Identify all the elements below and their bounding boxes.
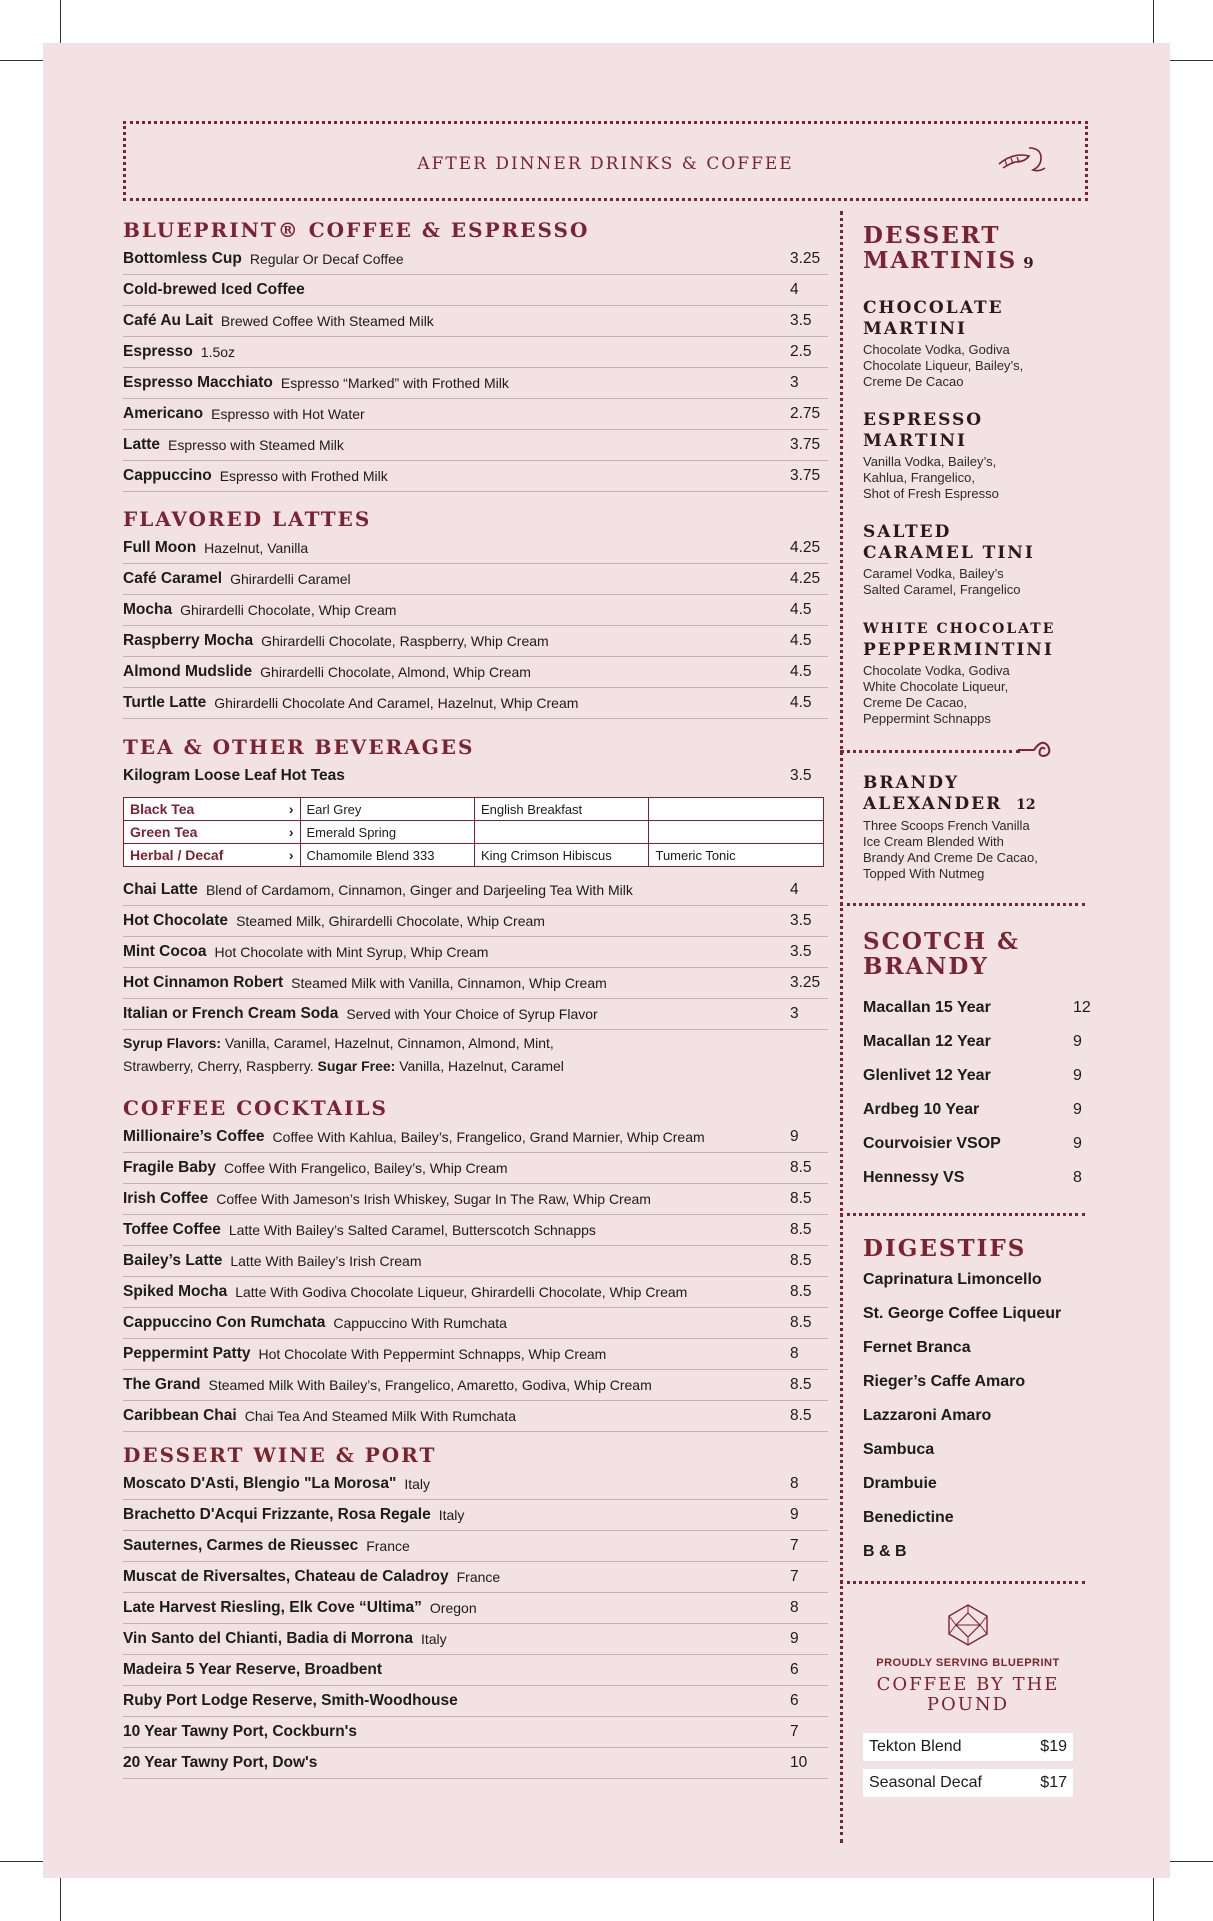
item-price: 8 xyxy=(1073,1169,1082,1186)
item-price: 3.75 xyxy=(790,436,821,453)
description-line: Topped With Nutmeg xyxy=(863,866,985,881)
item-price: 8 xyxy=(790,1345,799,1362)
menu-item xyxy=(123,1686,828,1717)
menu-item xyxy=(863,991,1103,1025)
section-divider xyxy=(840,903,1085,906)
description-line: Salted Caramel, Frangelico xyxy=(863,582,1021,597)
title-line: POUND xyxy=(926,1694,1010,1715)
item-price: 8.5 xyxy=(790,1283,812,1300)
item-description: Italy xyxy=(404,1476,430,1492)
item-name: Chai Latte xyxy=(123,881,198,898)
description-line: Ice Cream Blended With xyxy=(863,834,1004,849)
section-divider xyxy=(840,1581,1085,1584)
item-name: Muscat de Riversaltes, Chateau de Caladroy xyxy=(123,1568,449,1585)
item-description: 1.5oz xyxy=(200,344,236,360)
tea-table xyxy=(123,797,824,867)
drink-description xyxy=(863,342,1103,390)
item-description: Cappuccino With Rumchata xyxy=(333,1315,507,1331)
item-name: Tekton Blend xyxy=(869,1738,962,1755)
sugar-free-label: Sugar Free: xyxy=(317,1058,396,1074)
item-price: 12 xyxy=(1073,999,1091,1016)
tea-variety xyxy=(649,798,824,821)
item-price: $19 xyxy=(1040,1738,1067,1755)
title-line: DESSERT xyxy=(863,222,1001,249)
menu-item xyxy=(123,1593,828,1624)
item-price: 3 xyxy=(790,1005,799,1022)
chevron-right-icon: › xyxy=(288,824,294,840)
menu-item xyxy=(123,1748,828,1779)
item-price: 4.25 xyxy=(790,570,821,587)
menu-page xyxy=(43,43,1170,1878)
menu-item xyxy=(123,688,828,719)
item-price: 4.5 xyxy=(790,663,812,680)
menu-item xyxy=(123,244,828,275)
menu-item xyxy=(123,968,828,999)
section-price: 9 xyxy=(1023,254,1034,272)
item-description: Steamed Milk, Ghirardelli Chocolate, Whip Cream xyxy=(236,913,545,929)
item-name: 10 Year Tawny Port, Cockburn's xyxy=(123,1723,357,1740)
description-line: Chocolate Liqueur, Bailey’s, xyxy=(863,358,1024,373)
menu-item xyxy=(123,533,828,564)
item-price: 9 xyxy=(790,1630,799,1647)
item-price: 4.5 xyxy=(790,632,812,649)
martini-item xyxy=(863,618,1103,727)
item-name: Courvoisier VSOP xyxy=(863,1135,1001,1152)
item-price: 10 xyxy=(790,1754,808,1771)
description-line: Chocolate Vodka, Godiva xyxy=(863,342,1010,357)
item-description: Latte With Bailey’s Irish Cream xyxy=(230,1253,422,1269)
syrup-text: Vanilla, Caramel, Hazelnut, Cinnamon, Almond, Mint, xyxy=(224,1035,554,1051)
page-title: AFTER DINNER DRINKS & COFFEE xyxy=(417,154,794,174)
item-description: Served with Your Choice of Syrup Flavor xyxy=(346,1006,598,1022)
item-name: Latte xyxy=(123,436,161,453)
swirl-ornament-icon xyxy=(1018,736,1052,766)
item-name: Raspberry Mocha xyxy=(123,632,254,649)
menu-item xyxy=(123,937,828,968)
item-name: Madeira 5 Year Reserve, Broadbent xyxy=(123,1661,383,1678)
menu-item xyxy=(123,1153,828,1184)
crop-mark xyxy=(1167,60,1213,61)
item-name: Hot Chocolate xyxy=(123,912,229,929)
item-description: Ghirardelli Chocolate, Almond, Whip Cream xyxy=(260,664,531,680)
title-line: BRANDY xyxy=(863,953,989,980)
item-description: Latte With Godiva Chocolate Liqueur, Ghirardelli Chocolate, Whip Cream xyxy=(235,1284,688,1300)
item-name: Ruby Port Lodge Reserve, Smith-Woodhouse xyxy=(123,1692,458,1709)
description-line: Caramel Vodka, Bailey’s xyxy=(863,566,1004,581)
item-price: 4.25 xyxy=(790,539,821,556)
item-price: 8.5 xyxy=(790,1221,812,1238)
item-price: 7 xyxy=(790,1723,799,1740)
geometric-logo-icon xyxy=(945,1603,991,1647)
item-name: Kilogram Loose Leaf Hot Teas xyxy=(123,767,345,784)
item-name: Café Au Lait xyxy=(123,312,213,329)
drink-name xyxy=(863,618,1103,661)
menu-item: Sambuca xyxy=(863,1441,935,1458)
item-name: Toffee Coffee xyxy=(123,1221,221,1238)
drink-name xyxy=(863,522,1103,564)
menu-item xyxy=(123,999,828,1030)
drink-price: 12 xyxy=(1016,797,1036,813)
tea-category xyxy=(124,844,301,867)
item-description: Regular Or Decaf Coffee xyxy=(249,251,404,267)
item-name: Peppermint Patty xyxy=(123,1345,251,1362)
description-line: Chocolate Vodka, Godiva xyxy=(863,663,1010,678)
tea-variety: King Crimson Hibiscus xyxy=(475,844,649,867)
drink-name-line: BRANDY xyxy=(863,773,960,793)
item-name: Glenlivet 12 Year xyxy=(863,1067,991,1084)
menu-item xyxy=(123,657,828,688)
crop-mark xyxy=(0,1861,46,1862)
tea-category-label: Green Tea xyxy=(130,824,198,840)
item-description: Oregon xyxy=(429,1600,477,1616)
section-title: FLAVORED LATTES xyxy=(123,507,372,531)
item-description: Blend of Cardamom, Cinnamon, Ginger and Darjeeling Tea With Milk xyxy=(205,882,633,898)
drink-name-line: SALTED xyxy=(863,522,952,542)
item-description: Italy xyxy=(420,1631,447,1647)
item-price: 2.5 xyxy=(790,343,812,360)
menu-item: Drambuie xyxy=(863,1475,937,1492)
menu-item xyxy=(123,564,828,595)
crop-mark xyxy=(0,60,46,61)
section-title: TEA & OTHER BEVERAGES xyxy=(123,735,475,759)
item-name: Espresso xyxy=(123,343,193,360)
item-price: 8 xyxy=(790,1599,799,1616)
menu-item xyxy=(863,1161,1103,1195)
menu-item xyxy=(123,1624,828,1655)
menu-item xyxy=(123,275,828,306)
item-price: 9 xyxy=(790,1506,799,1523)
item-description: Steamed Milk with Vanilla, Cinnamon, Whip Cream xyxy=(291,975,607,991)
crop-mark xyxy=(1167,1861,1213,1862)
menu-item xyxy=(123,1655,828,1686)
drink-name-line: ESPRESSO xyxy=(863,410,984,430)
item-name: Sauternes, Carmes de Rieussec xyxy=(123,1537,359,1554)
menu-item: Caprinatura Limoncello xyxy=(863,1271,1042,1288)
sugar-free-text: Vanilla, Hazelnut, Caramel xyxy=(399,1058,564,1074)
tea-table-row xyxy=(124,844,824,867)
item-description: Chai Tea And Steamed Milk With Rumchata xyxy=(244,1408,517,1424)
menu-item xyxy=(123,1370,828,1401)
title-line: MARTINIS xyxy=(863,247,1018,274)
item-description: Espresso with Hot Water xyxy=(211,406,365,422)
menu-item xyxy=(123,368,828,399)
item-description: Coffee With Jameson’s Irish Whiskey, Sugar In The Raw, Whip Cream xyxy=(216,1191,651,1207)
item-name: Moscato D'Asti, Blengio "La Morosa" xyxy=(123,1475,397,1492)
tea-table-row xyxy=(124,798,824,821)
item-price: 7 xyxy=(790,1568,799,1585)
item-name: Macallan 15 Year xyxy=(863,999,991,1016)
tea-variety: Tumeric Tonic xyxy=(649,844,824,867)
menu-item: Benedictine xyxy=(863,1509,954,1526)
syrup-flavors xyxy=(123,1032,828,1078)
menu-item xyxy=(863,1025,1103,1059)
tagline: PROUDLY SERVING BLUEPRINT xyxy=(876,1657,1060,1669)
item-description: France xyxy=(456,1569,501,1585)
drink-description xyxy=(863,818,1103,882)
menu-item xyxy=(123,1308,828,1339)
tea-category xyxy=(124,798,301,821)
menu-item xyxy=(123,1717,828,1748)
item-price: 4 xyxy=(790,281,799,298)
drink-name xyxy=(863,410,1103,452)
menu-item xyxy=(123,626,828,657)
item-description: Espresso with Steamed Milk xyxy=(168,437,344,453)
item-name: Seasonal Decaf xyxy=(869,1774,982,1791)
item-price: 9 xyxy=(1073,1033,1082,1050)
tea-category-label: Black Tea xyxy=(130,801,195,817)
menu-item xyxy=(123,1500,828,1531)
item-price: 9 xyxy=(1073,1101,1082,1118)
menu-item xyxy=(123,595,828,626)
tea-variety: Emerald Spring xyxy=(300,821,474,844)
menu-item: Fernet Branca xyxy=(863,1339,971,1356)
item-price: 3.25 xyxy=(790,250,821,267)
martini-item xyxy=(863,298,1103,390)
item-name: Mint Cocoa xyxy=(123,943,207,960)
item-price: 3 xyxy=(790,374,799,391)
item-price: 8.5 xyxy=(790,1376,812,1393)
drink-name-line: WHITE CHOCOLATE xyxy=(863,621,1056,637)
item-description: Latte With Bailey’s Salted Caramel, Butterscotch Schnapps xyxy=(228,1222,596,1238)
item-price: 3.5 xyxy=(790,943,812,960)
item-name: Turtle Latte xyxy=(123,694,207,711)
drink-name-line: MARTINI xyxy=(863,431,967,451)
item-price: 8.5 xyxy=(790,1407,812,1424)
item-name: Brachetto D'Acqui Frizzante, Rosa Regale xyxy=(123,1506,431,1523)
item-name: Spiked Mocha xyxy=(123,1283,228,1300)
drink-name-line: ALEXANDER xyxy=(863,794,1003,814)
item-description: Coffee With Kahlua, Bailey’s, Frangelico, Grand Marnier, Whip Cream xyxy=(272,1129,705,1145)
coffee-section xyxy=(123,218,828,492)
title-line: SCOTCH & xyxy=(863,928,1020,955)
item-description: Steamed Milk With Bailey’s, Frangelico, Amaretto, Godiva, Whip Cream xyxy=(208,1377,652,1393)
tea-variety xyxy=(475,821,649,844)
item-name: Italian or French Cream Soda xyxy=(123,1005,339,1022)
menu-item xyxy=(123,1562,828,1593)
syrup-text: Strawberry, Cherry, Raspberry. xyxy=(123,1058,314,1074)
item-name: Macallan 12 Year xyxy=(863,1033,991,1050)
item-price: 8 xyxy=(790,1475,799,1492)
item-price: 3.5 xyxy=(790,767,812,784)
menu-item xyxy=(123,430,828,461)
section-divider xyxy=(840,1213,1085,1216)
menu-item: Lazzaroni Amaro xyxy=(863,1407,992,1424)
item-name: Bottomless Cup xyxy=(123,250,242,267)
menu-item xyxy=(863,1127,1103,1161)
menu-item xyxy=(123,1339,828,1370)
item-name: The Grand xyxy=(123,1376,201,1393)
item-description: Hot Chocolate with Mint Syrup, Whip Cream xyxy=(214,944,489,960)
item-description: Brewed Coffee With Steamed Milk xyxy=(220,313,434,329)
item-price: 3.75 xyxy=(790,467,821,484)
item-description: Ghirardelli Chocolate And Caramel, Hazelnut, Whip Cream xyxy=(214,695,579,711)
item-price: $17 xyxy=(1040,1774,1067,1791)
menu-item: Rieger’s Caffe Amaro xyxy=(863,1373,1026,1390)
item-price: 4 xyxy=(790,881,799,898)
coffee-by-pound-section xyxy=(863,1603,1073,1805)
menu-item xyxy=(123,1469,828,1500)
item-price: 6 xyxy=(790,1661,799,1678)
brandy-alexander-section xyxy=(863,773,1103,882)
item-description: Espresso “Marked” with Frothed Milk xyxy=(280,375,509,391)
menu-item xyxy=(123,399,828,430)
menu-item xyxy=(863,1059,1103,1093)
section-title xyxy=(863,223,1103,276)
tea-variety: English Breakfast xyxy=(475,798,649,821)
drink-description xyxy=(863,663,1103,727)
item-price: 9 xyxy=(790,1128,799,1145)
quill-logo-icon xyxy=(995,142,1051,178)
item-price: 9 xyxy=(1073,1067,1082,1084)
description-line: Kahlua, Frangelico, xyxy=(863,470,976,485)
menu-item xyxy=(123,1531,828,1562)
item-name: Vin Santo del Chianti, Badia di Morrona xyxy=(123,1630,413,1647)
tea-category xyxy=(124,821,301,844)
title-line: COFFEE BY THE xyxy=(876,1674,1060,1695)
description-line: Shot of Fresh Espresso xyxy=(863,486,999,501)
item-price: 9 xyxy=(1073,1135,1082,1152)
chevron-right-icon: › xyxy=(288,801,294,817)
menu-item xyxy=(123,1122,828,1153)
item-price: 4.5 xyxy=(790,601,812,618)
tea-variety: Chamomile Blend 333 xyxy=(300,844,474,867)
item-name: Hot Cinnamon Robert xyxy=(123,974,284,991)
item-name: Millionaire’s Coffee xyxy=(123,1128,265,1145)
drink-description xyxy=(863,454,1103,502)
item-price: 8.5 xyxy=(790,1190,812,1207)
tea-variety: Earl Grey xyxy=(300,798,474,821)
header-box xyxy=(123,121,1088,201)
dessert-martinis-section xyxy=(863,223,1103,727)
item-description: Espresso with Frothed Milk xyxy=(219,468,388,484)
section-title: DESSERT WINE & PORT xyxy=(123,1443,437,1467)
drink-description xyxy=(863,566,1103,598)
item-price: 3.5 xyxy=(790,912,812,929)
item-description: Ghirardelli Chocolate, Whip Cream xyxy=(180,602,397,618)
item-name: Caribbean Chai xyxy=(123,1407,237,1424)
item-name: Ardbeg 10 Year xyxy=(863,1101,980,1118)
tea-section xyxy=(123,735,828,1078)
item-name: Café Caramel xyxy=(123,570,223,587)
item-description: Italy xyxy=(438,1507,465,1523)
item-name: Irish Coffee xyxy=(123,1190,209,1207)
menu-item xyxy=(123,875,828,906)
description-line: White Chocolate Liqueur, xyxy=(863,679,1009,694)
item-name: Hennessy VS xyxy=(863,1169,965,1186)
menu-item xyxy=(123,1246,828,1277)
item-name: Cappuccino Con Rumchata xyxy=(123,1314,326,1331)
item-description: Hazelnut, Vanilla xyxy=(204,540,309,556)
description-line: Creme De Cacao xyxy=(863,374,964,389)
flavored-lattes-section xyxy=(123,507,828,719)
drink-name xyxy=(863,298,1103,340)
menu-item xyxy=(863,1093,1103,1127)
tea-category-label: Herbal / Decaf xyxy=(130,847,224,863)
pound-title xyxy=(863,1675,1073,1715)
item-price: 3.5 xyxy=(790,312,812,329)
drink-name-line: PEPPERMINTINI xyxy=(863,640,1054,660)
item-name: Mocha xyxy=(123,601,173,618)
section-divider xyxy=(840,750,1020,753)
menu-item xyxy=(123,1277,828,1308)
drink-name-line: CARAMEL TINI xyxy=(863,543,1035,563)
item-price: 6 xyxy=(790,1692,799,1709)
martini-item xyxy=(863,522,1103,598)
item-price: 8.5 xyxy=(790,1252,812,1269)
martini-item xyxy=(863,410,1103,502)
menu-item xyxy=(123,306,828,337)
menu-item xyxy=(123,1215,828,1246)
section-title: BLUEPRINT® COFFEE & ESPRESSO xyxy=(123,218,590,242)
drink-name xyxy=(863,773,1103,816)
coffee-cocktails-section xyxy=(123,1096,828,1432)
drink-name-line: CHOCOLATE xyxy=(863,298,1004,318)
tea-variety xyxy=(649,821,824,844)
item-name: Cappuccino xyxy=(123,467,212,484)
item-name: 20 Year Tawny Port, Dow's xyxy=(123,1754,318,1771)
description-line: Three Scoops French Vanilla xyxy=(863,818,1030,833)
item-price: 3.25 xyxy=(790,974,821,991)
item-price: 7 xyxy=(790,1537,799,1554)
dessert-wine-section xyxy=(123,1443,828,1779)
scotch-brandy-section xyxy=(863,929,1103,1195)
section-title xyxy=(863,929,1103,979)
menu-item xyxy=(863,1769,1073,1797)
chevron-right-icon: › xyxy=(288,847,294,863)
item-price: 2.75 xyxy=(790,405,821,422)
item-description: Coffee With Frangelico, Bailey’s, Whip Cream xyxy=(224,1160,508,1176)
tea-table-row xyxy=(124,821,824,844)
description-line: Vanilla Vodka, Bailey’s, xyxy=(863,454,997,469)
item-description: Hot Chocolate With Peppermint Schnapps, Whip Cream xyxy=(258,1346,607,1362)
item-price: 8.5 xyxy=(790,1314,812,1331)
item-name: Almond Mudslide xyxy=(123,663,253,680)
menu-item xyxy=(123,1184,828,1215)
menu-item: B & B xyxy=(863,1543,907,1560)
description-line: Peppermint Schnapps xyxy=(863,711,991,726)
item-description: Ghirardelli Chocolate, Raspberry, Whip Cream xyxy=(261,633,549,649)
item-name: Fragile Baby xyxy=(123,1159,217,1176)
syrup-label: Syrup Flavors: xyxy=(123,1035,222,1051)
item-price: 8.5 xyxy=(790,1159,812,1176)
digestifs-section xyxy=(863,1236,1103,1569)
menu-item: St. George Coffee Liqueur xyxy=(863,1305,1062,1322)
menu-item xyxy=(123,906,828,937)
item-name: Bailey’s Latte xyxy=(123,1252,223,1269)
menu-item xyxy=(123,1401,828,1432)
item-name: Espresso Macchiato xyxy=(123,374,273,391)
item-name: Late Harvest Riesling, Elk Cove “Ultima” xyxy=(123,1599,422,1616)
item-description: France xyxy=(366,1538,410,1554)
menu-item xyxy=(123,761,828,791)
item-name: Cold-brewed Iced Coffee xyxy=(123,281,305,298)
description-line: Creme De Cacao, xyxy=(863,695,968,710)
item-price: 4.5 xyxy=(790,694,812,711)
menu-item xyxy=(123,461,828,492)
drink-name-line: MARTINI xyxy=(863,319,967,339)
menu-item xyxy=(123,337,828,368)
section-title: DIGESTIFS xyxy=(863,1235,1027,1262)
description-line: Brandy And Creme De Cacao, xyxy=(863,850,1038,865)
item-name: Americano xyxy=(123,405,204,422)
menu-item xyxy=(863,1733,1073,1761)
item-name: Full Moon xyxy=(123,539,197,556)
section-title: COFFEE COCKTAILS xyxy=(123,1096,388,1120)
column-divider xyxy=(840,211,843,1843)
item-description: Ghirardelli Caramel xyxy=(230,571,351,587)
